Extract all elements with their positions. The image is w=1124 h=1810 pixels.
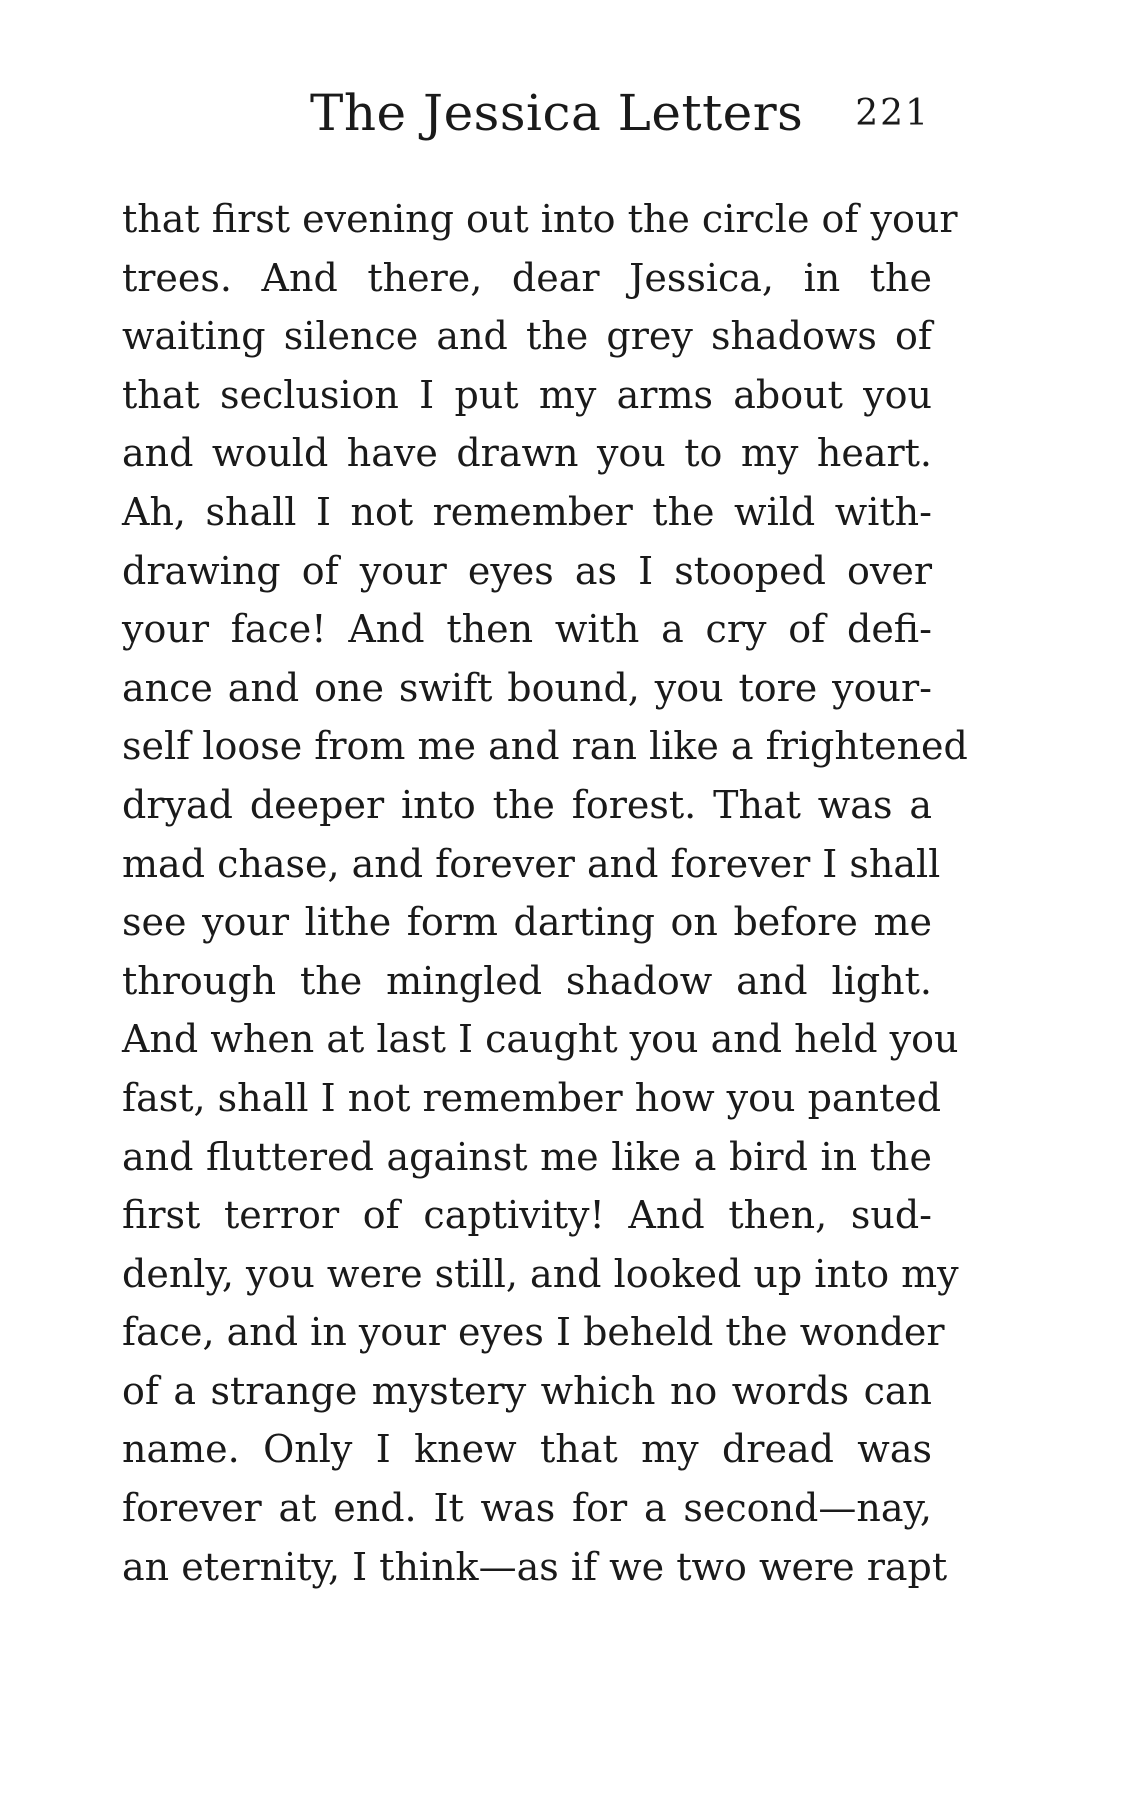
- text-line: denly, you were still, and looked up into my: [122, 1251, 959, 1296]
- text-line: And when at last I caught you and held you: [122, 1017, 959, 1062]
- text-line: Ah, shall I not remember the wild with-: [122, 489, 932, 534]
- text-line: mad chase, and forever and forever I shall: [122, 841, 941, 886]
- text-line: fast, shall I not remember how you panted: [122, 1075, 942, 1120]
- text-line: first terror of captivity! And then, sud-: [122, 1193, 932, 1238]
- text-line: face, and in your eyes I beheld the wonder: [122, 1310, 945, 1355]
- text-line: name. Only I knew that my dread was: [122, 1427, 932, 1472]
- text-line: and fluttered against me like a bird in the: [122, 1134, 932, 1179]
- text-line: see your lithe form darting on before me: [122, 900, 932, 945]
- page-number: 221: [855, 93, 930, 134]
- text-line: ance and one swift bound, you tore your-: [122, 665, 932, 710]
- text-line: an eternity, I think—as if we two were rapt: [122, 1544, 948, 1589]
- body-text: [122, 190, 968, 1596]
- running-title: The Jessica Letters: [310, 84, 804, 142]
- text-line: your face! And then with a cry of defi-: [122, 607, 932, 652]
- running-header: [300, 78, 940, 148]
- text-line: self loose from me and ran like a frightened: [122, 724, 968, 769]
- text-line: through the mingled shadow and light.: [122, 958, 932, 1003]
- text-line: that first evening out into the circle of your: [122, 197, 958, 241]
- text-line: of a strange mystery which no words can: [122, 1368, 932, 1413]
- text-line: and would have drawn you to my heart.: [122, 431, 932, 476]
- text-line: trees. And there, dear Jessica, in the: [122, 255, 932, 300]
- text-line: that seclusion I put my arms about you: [122, 372, 932, 417]
- text-line: waiting silence and the grey shadows of: [122, 314, 932, 359]
- text-line: forever at end. It was for a second—nay,: [122, 1486, 932, 1531]
- text-line: drawing of your eyes as I stooped over: [122, 548, 932, 593]
- text-line: dryad deeper into the forest. That was a: [122, 782, 932, 827]
